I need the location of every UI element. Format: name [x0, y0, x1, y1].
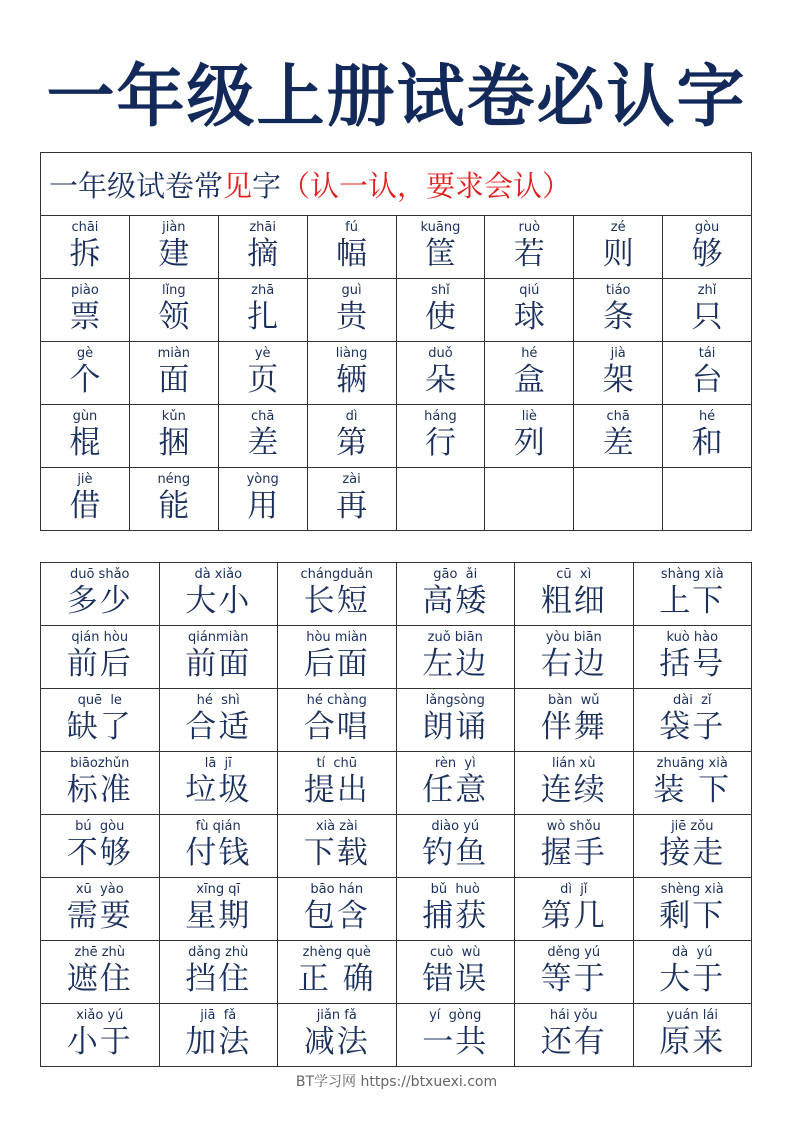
hanzi: 垃圾: [185, 772, 252, 808]
hanzi: 个: [69, 362, 101, 398]
hanzi: 小于: [66, 1024, 133, 1060]
hanzi: 差: [247, 425, 279, 461]
pinyin: bǔ huò: [430, 882, 480, 897]
character-cell: [396, 689, 515, 752]
hanzi: 贵: [336, 299, 368, 335]
hanzi: 扎: [247, 299, 279, 335]
pinyin: diào yú: [431, 819, 480, 834]
header-text-2: 字: [252, 168, 282, 203]
hanzi: 摘: [247, 236, 279, 272]
pinyin: lǐng: [161, 283, 186, 298]
pinyin: néng: [157, 472, 191, 487]
pinyin: fú: [345, 220, 358, 235]
pinyin: cū xì: [556, 567, 592, 582]
pinyin: chāi: [71, 220, 99, 235]
character-cell: [129, 405, 218, 468]
character-cell: [278, 626, 397, 689]
character-cell: [396, 878, 515, 941]
character-cell: [218, 216, 307, 279]
hanzi: 减法: [303, 1024, 370, 1060]
hanzi: 合适: [185, 709, 252, 745]
pinyin: xià zài: [315, 819, 358, 834]
hanzi: 用: [247, 488, 279, 524]
hanzi: 行: [424, 425, 456, 461]
pinyin: zhǐ: [697, 283, 717, 298]
character-cell: [485, 279, 574, 342]
pinyin: tái: [698, 346, 716, 361]
character-cell: [515, 626, 634, 689]
character-cell: [129, 216, 218, 279]
hanzi: 筐: [424, 236, 456, 272]
hanzi: 和: [691, 425, 723, 461]
pinyin: zuǒ biān: [427, 630, 483, 645]
character-cell: [633, 752, 752, 815]
pinyin: xiǎo yú: [76, 1008, 124, 1023]
character-cell: [41, 468, 130, 531]
character-cell: [396, 342, 485, 405]
pinyin: zhāi: [249, 220, 277, 235]
character-cell: [41, 342, 130, 405]
hanzi: 粗细: [540, 583, 607, 619]
pinyin: kuāng: [420, 220, 461, 235]
character-cell: [515, 941, 634, 1004]
character-cell: [574, 468, 663, 531]
character-cell: [41, 689, 160, 752]
character-cell: [218, 342, 307, 405]
character-cell: [218, 279, 307, 342]
pinyin: duǒ: [428, 346, 453, 361]
character-cell: [515, 1004, 634, 1067]
hanzi: 领: [158, 299, 190, 335]
hanzi: 幅: [336, 236, 368, 272]
hanzi: 建: [158, 236, 190, 272]
common-characters-table: [40, 152, 752, 531]
character-cell: [663, 405, 752, 468]
hanzi: 下载: [303, 835, 370, 871]
pinyin: wò shǒu: [546, 819, 601, 834]
character-cell: [633, 626, 752, 689]
character-cell: [159, 1004, 278, 1067]
hanzi: 上下: [659, 583, 726, 619]
pinyin: liàng: [335, 346, 368, 361]
hanzi: 前后: [66, 646, 133, 682]
pinyin: jiè: [77, 472, 93, 487]
pinyin: zài: [342, 472, 361, 487]
hanzi: 架: [602, 362, 634, 398]
character-cell: [41, 878, 160, 941]
table-row: [41, 878, 752, 941]
character-cell: [41, 752, 160, 815]
hanzi: 捕获: [422, 898, 489, 934]
hanzi: 捆: [158, 425, 190, 461]
character-cell: [515, 752, 634, 815]
table-row: [41, 216, 752, 279]
header-red-char: 见: [223, 168, 253, 203]
hanzi: 拆: [69, 236, 101, 272]
table-row: [41, 815, 752, 878]
table-row: [41, 1004, 752, 1067]
table-row: [41, 626, 752, 689]
table-row: [41, 563, 752, 626]
character-cell: [41, 626, 160, 689]
hanzi: 球: [513, 299, 545, 335]
character-cell: [663, 216, 752, 279]
pinyin: zhā: [251, 283, 275, 298]
pinyin: jiā fǎ: [200, 1008, 237, 1023]
hanzi: 大于: [659, 961, 726, 997]
pinyin: dà yú: [672, 945, 713, 960]
hanzi: 付钱: [185, 835, 252, 871]
pinyin: guì: [341, 283, 362, 298]
pinyin: bú gòu: [75, 819, 125, 834]
pinyin: zhē zhù: [74, 945, 125, 960]
pinyin: yuán lái: [666, 1008, 718, 1023]
pinyin: kuò hào: [666, 630, 719, 645]
pinyin: zé: [610, 220, 626, 235]
character-cell: [278, 563, 397, 626]
word-pairs-table: [40, 562, 752, 1067]
hanzi: 朵: [424, 362, 456, 398]
pinyin: dài zǐ: [672, 693, 712, 708]
hanzi: 挡住: [185, 961, 252, 997]
hanzi: 则: [602, 236, 634, 272]
character-cell: [396, 752, 515, 815]
pinyin: jiǎn fǎ: [316, 1008, 357, 1023]
hanzi: 缺了: [66, 709, 133, 745]
pinyin: rèn yì: [434, 756, 476, 771]
pinyin: gè: [76, 346, 94, 361]
pinyin: chángduǎn: [300, 567, 374, 582]
character-cell: [278, 1004, 397, 1067]
hanzi: 正 确: [297, 961, 376, 997]
character-cell: [307, 279, 396, 342]
pinyin: lián xù: [552, 756, 596, 771]
character-cell: [515, 563, 634, 626]
hanzi: 长短: [303, 583, 370, 619]
hanzi: 还有: [540, 1024, 607, 1060]
character-cell: [663, 468, 752, 531]
pinyin: hé chàng: [306, 693, 367, 708]
character-cell: [574, 342, 663, 405]
pinyin: yòu biān: [545, 630, 602, 645]
hanzi: 面: [158, 362, 190, 398]
character-cell: [129, 468, 218, 531]
pinyin: biāozhǔn: [70, 756, 130, 771]
hanzi: 遮住: [66, 961, 133, 997]
character-cell: [396, 1004, 515, 1067]
pinyin: chā: [251, 409, 275, 424]
hanzi: 页: [247, 362, 279, 398]
pinyin: tiáo: [605, 283, 631, 298]
hanzi: 辆: [336, 362, 368, 398]
pinyin: liè: [521, 409, 537, 424]
character-cell: [41, 941, 160, 1004]
hanzi: 条: [602, 299, 634, 335]
character-cell: [485, 342, 574, 405]
table-row: [41, 405, 752, 468]
character-cell: [307, 216, 396, 279]
pinyin: zhèng què: [302, 945, 371, 960]
character-cell: [129, 279, 218, 342]
pinyin: tí chū: [316, 756, 358, 771]
character-cell: [633, 878, 752, 941]
character-cell: [41, 216, 130, 279]
character-cell: [41, 563, 160, 626]
pinyin: yòng: [246, 472, 279, 487]
pinyin: yí gòng: [429, 1008, 482, 1023]
pinyin: shàng xià: [660, 567, 724, 582]
character-cell: [278, 941, 397, 1004]
character-cell: [278, 815, 397, 878]
hanzi: 接走: [659, 835, 726, 871]
hanzi: 差: [602, 425, 634, 461]
table-row: [41, 752, 752, 815]
hanzi: 再: [336, 488, 368, 524]
pinyin: jiē zǒu: [671, 819, 714, 834]
pinyin: bāo hán: [310, 882, 364, 897]
character-cell: [485, 216, 574, 279]
pinyin: hái yǒu: [549, 1008, 598, 1023]
character-cell: [159, 563, 278, 626]
hanzi: 高矮: [422, 583, 489, 619]
character-cell: [515, 878, 634, 941]
character-cell: [485, 405, 574, 468]
pinyin: zhuāng xià: [656, 756, 728, 771]
character-cell: [633, 941, 752, 1004]
pinyin: dì jǐ: [560, 882, 588, 897]
pinyin: hé shì: [196, 693, 240, 708]
character-cell: [41, 279, 130, 342]
pinyin: gāo ǎi: [433, 567, 478, 582]
character-cell: [41, 405, 130, 468]
pinyin: piào: [71, 283, 99, 298]
table-row: [41, 689, 752, 752]
character-cell: [633, 689, 752, 752]
character-cell: [574, 405, 663, 468]
hanzi: 提出: [303, 772, 370, 808]
hanzi: 棍: [69, 425, 101, 461]
character-cell: [159, 626, 278, 689]
table-row: [41, 342, 752, 405]
pinyin: bàn wǔ: [547, 693, 600, 708]
character-cell: [159, 941, 278, 1004]
hanzi: 大小: [185, 583, 252, 619]
hanzi: 使: [424, 299, 456, 335]
hanzi: 台: [691, 362, 723, 398]
character-cell: [574, 279, 663, 342]
character-cell: [159, 878, 278, 941]
hanzi: 合唱: [303, 709, 370, 745]
pinyin: quē le: [77, 693, 122, 708]
character-cell: [218, 468, 307, 531]
pinyin: miàn: [157, 346, 191, 361]
hanzi: 够: [691, 236, 723, 272]
hanzi: 剩下: [659, 898, 726, 934]
hanzi: 能: [158, 488, 190, 524]
pinyin: jià: [610, 346, 626, 361]
hanzi: 若: [513, 236, 545, 272]
character-cell: [307, 468, 396, 531]
pinyin: yè: [254, 346, 271, 361]
pinyin: děng yú: [547, 945, 601, 960]
hanzi: 借: [69, 488, 101, 524]
hanzi: 票: [69, 299, 101, 335]
hanzi: 左边: [422, 646, 489, 682]
pinyin: shǐ: [431, 283, 450, 298]
hanzi: 星期: [185, 898, 252, 934]
character-cell: [396, 626, 515, 689]
pinyin: qián hòu: [71, 630, 129, 645]
pinyin: jiàn: [162, 220, 186, 235]
character-cell: [41, 1004, 160, 1067]
hanzi: 列: [513, 425, 545, 461]
hanzi: 标准: [66, 772, 133, 808]
character-cell: [633, 563, 752, 626]
hanzi: 连续: [540, 772, 607, 808]
pinyin: dà xiǎo: [194, 567, 243, 582]
pinyin: gòu: [694, 220, 720, 235]
character-cell: [129, 342, 218, 405]
pinyin: ruò: [518, 220, 541, 235]
character-cell: [396, 279, 485, 342]
hanzi: 袋子: [659, 709, 726, 745]
pinyin: qiánmiàn: [187, 630, 249, 645]
hanzi: 后面: [303, 646, 370, 682]
character-cell: [159, 689, 278, 752]
character-cell: [218, 405, 307, 468]
header-text: 一年级试卷常: [49, 168, 224, 203]
hanzi: 握手: [540, 835, 607, 871]
character-cell: [41, 815, 160, 878]
character-cell: [159, 815, 278, 878]
hanzi: 钓鱼: [422, 835, 489, 871]
hanzi: 一共: [422, 1024, 489, 1060]
character-cell: [663, 342, 752, 405]
pinyin: hé: [521, 346, 538, 361]
character-cell: [515, 815, 634, 878]
hanzi: 装 下: [653, 772, 732, 808]
pinyin: chā: [606, 409, 630, 424]
hanzi: 任意: [422, 772, 489, 808]
character-cell: [278, 752, 397, 815]
pinyin: lā jī: [204, 756, 232, 771]
pinyin: xīng qī: [196, 882, 241, 897]
page-title: 一年级上册试卷必认字: [46, 58, 747, 137]
pinyin: shèng xià: [660, 882, 724, 897]
character-cell: [396, 815, 515, 878]
hanzi: 原来: [659, 1024, 726, 1060]
hanzi: 前面: [185, 646, 252, 682]
pinyin: kǔn: [161, 409, 186, 424]
pinyin: qiú: [519, 283, 540, 298]
pinyin: háng: [424, 409, 457, 424]
character-cell: [307, 405, 396, 468]
character-cell: [633, 815, 752, 878]
hanzi: 第几: [540, 898, 607, 934]
character-cell: [396, 563, 515, 626]
hanzi: 需要: [66, 898, 133, 934]
footer-watermark: BT学习网 https://btxuexi.com: [295, 1074, 498, 1090]
header-note: （认一认，要求会认）: [281, 168, 572, 203]
hanzi: 括号: [659, 646, 726, 682]
pinyin: gùn: [72, 409, 98, 424]
table-row: [41, 468, 752, 531]
character-cell: [515, 689, 634, 752]
pinyin: hé: [698, 409, 716, 424]
character-cell: [278, 689, 397, 752]
character-cell: [485, 468, 574, 531]
table-header: [41, 153, 752, 216]
character-cell: [159, 752, 278, 815]
character-cell: [574, 216, 663, 279]
pinyin: fù qián: [195, 819, 241, 834]
character-cell: [307, 342, 396, 405]
hanzi: 多少: [66, 583, 133, 619]
hanzi: 盒: [513, 362, 545, 398]
character-cell: [663, 279, 752, 342]
hanzi: 错误: [422, 961, 489, 997]
hanzi: 伴舞: [540, 709, 607, 745]
hanzi: 等于: [540, 961, 607, 997]
pinyin: dǎng zhù: [188, 945, 249, 960]
hanzi: 朗诵: [422, 709, 489, 745]
hanzi: 不够: [66, 835, 133, 871]
pinyin: hòu miàn: [306, 630, 368, 645]
pinyin: dì: [345, 409, 358, 424]
character-cell: [396, 405, 485, 468]
pinyin: xū yào: [75, 882, 124, 897]
character-cell: [633, 1004, 752, 1067]
character-cell: [396, 216, 485, 279]
character-cell: [396, 941, 515, 1004]
pinyin: lǎngsòng: [425, 693, 485, 708]
hanzi: 第: [336, 425, 368, 461]
hanzi: 包含: [303, 898, 370, 934]
hanzi: 加法: [185, 1024, 252, 1060]
pinyin: duō shǎo: [69, 567, 130, 582]
table-row: [41, 941, 752, 1004]
hanzi: 右边: [540, 646, 607, 682]
hanzi: 只: [691, 299, 723, 335]
character-cell: [396, 468, 485, 531]
table-row: [41, 279, 752, 342]
character-cell: [278, 878, 397, 941]
pinyin: cuò wù: [430, 945, 481, 960]
